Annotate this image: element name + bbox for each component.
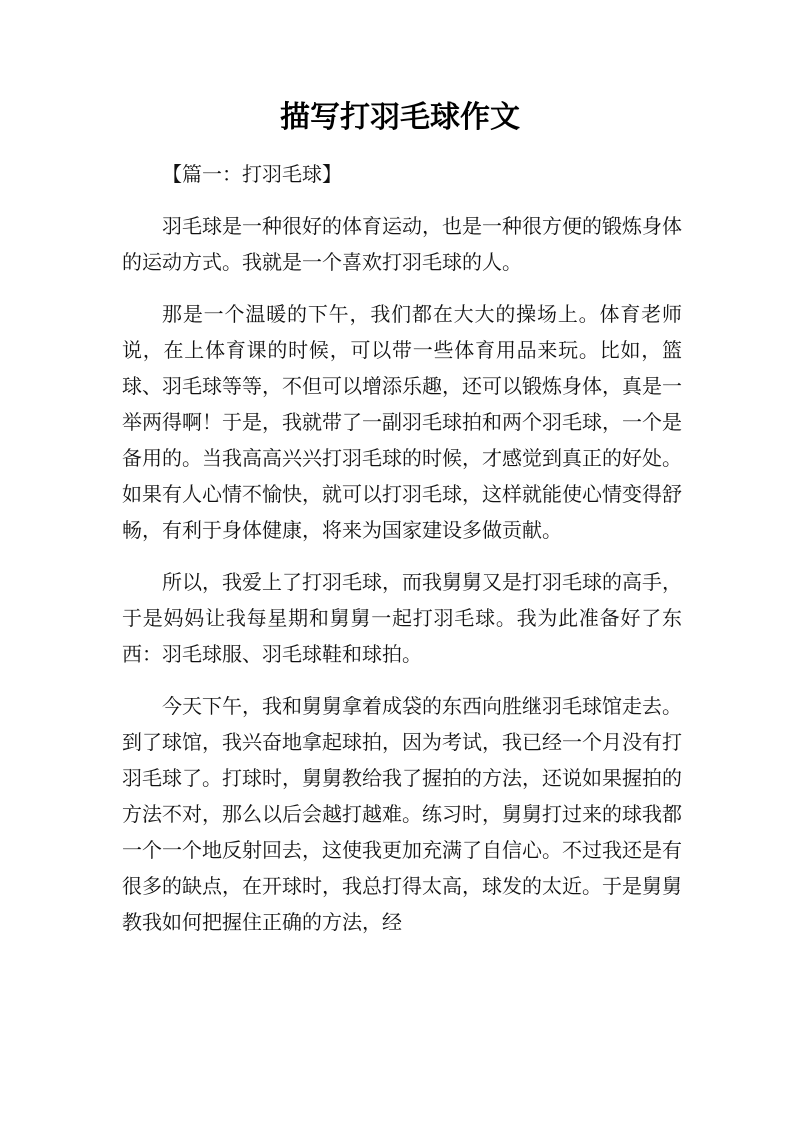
paragraph-3: 所以，我爱上了打羽毛球，而我舅舅又是打羽毛球的高手，于是妈妈让我每星期和舅舅一起打羽毛球。我为此准备好了东西：羽毛球服、羽毛球鞋和球拍。 [122,570,682,666]
document-title: 描写打羽毛球作文 [280,100,520,135]
paragraph-1: 羽毛球是一种很好的体育运动，也是一种很方便的锻炼身体的运动方式。我就是一个喜欢打羽毛球的人。 [122,214,682,274]
document-body [122,156,682,956]
paragraph-4: 今天下午，我和舅舅拿着成袋的东西向胜继羽毛球馆走去。到了球馆，我兴奋地拿起球拍，因为考试，我已经一个月没有打羽毛球了。打球时，舅舅教给我了握拍的方法，还说如果握拍的方法不对，那么以后会越打越难。练习时，舅舅打过来的球我都一个一个地反射回去，这使我更加充满了自信心。不过我还是有很多的缺点，在开球时，我总打得太高，球发的太近。于是舅舅教我如何把握住正确的方法，经 [122,694,682,934]
paragraph-2: 那是一个温暖的下午，我们都在大大的操场上。体育老师说，在上体育课的时候，可以带一些体育用品来玩。比如，篮球、羽毛球等等，不但可以增添乐趣，还可以锻炼身体，真是一举两得啊！于是，我就带了一副羽毛球拍和两个羽毛球，一个是备用的。当我高高兴兴打羽毛球的时候，才感觉到真正的好处。如果有人心情不愉快，就可以打羽毛球，这样就能使心情变得舒畅，有利于身体健康，将来为国家建设多做贡献。 [122,302,682,542]
section-heading: 【篇一：打羽毛球】 [162,162,342,186]
